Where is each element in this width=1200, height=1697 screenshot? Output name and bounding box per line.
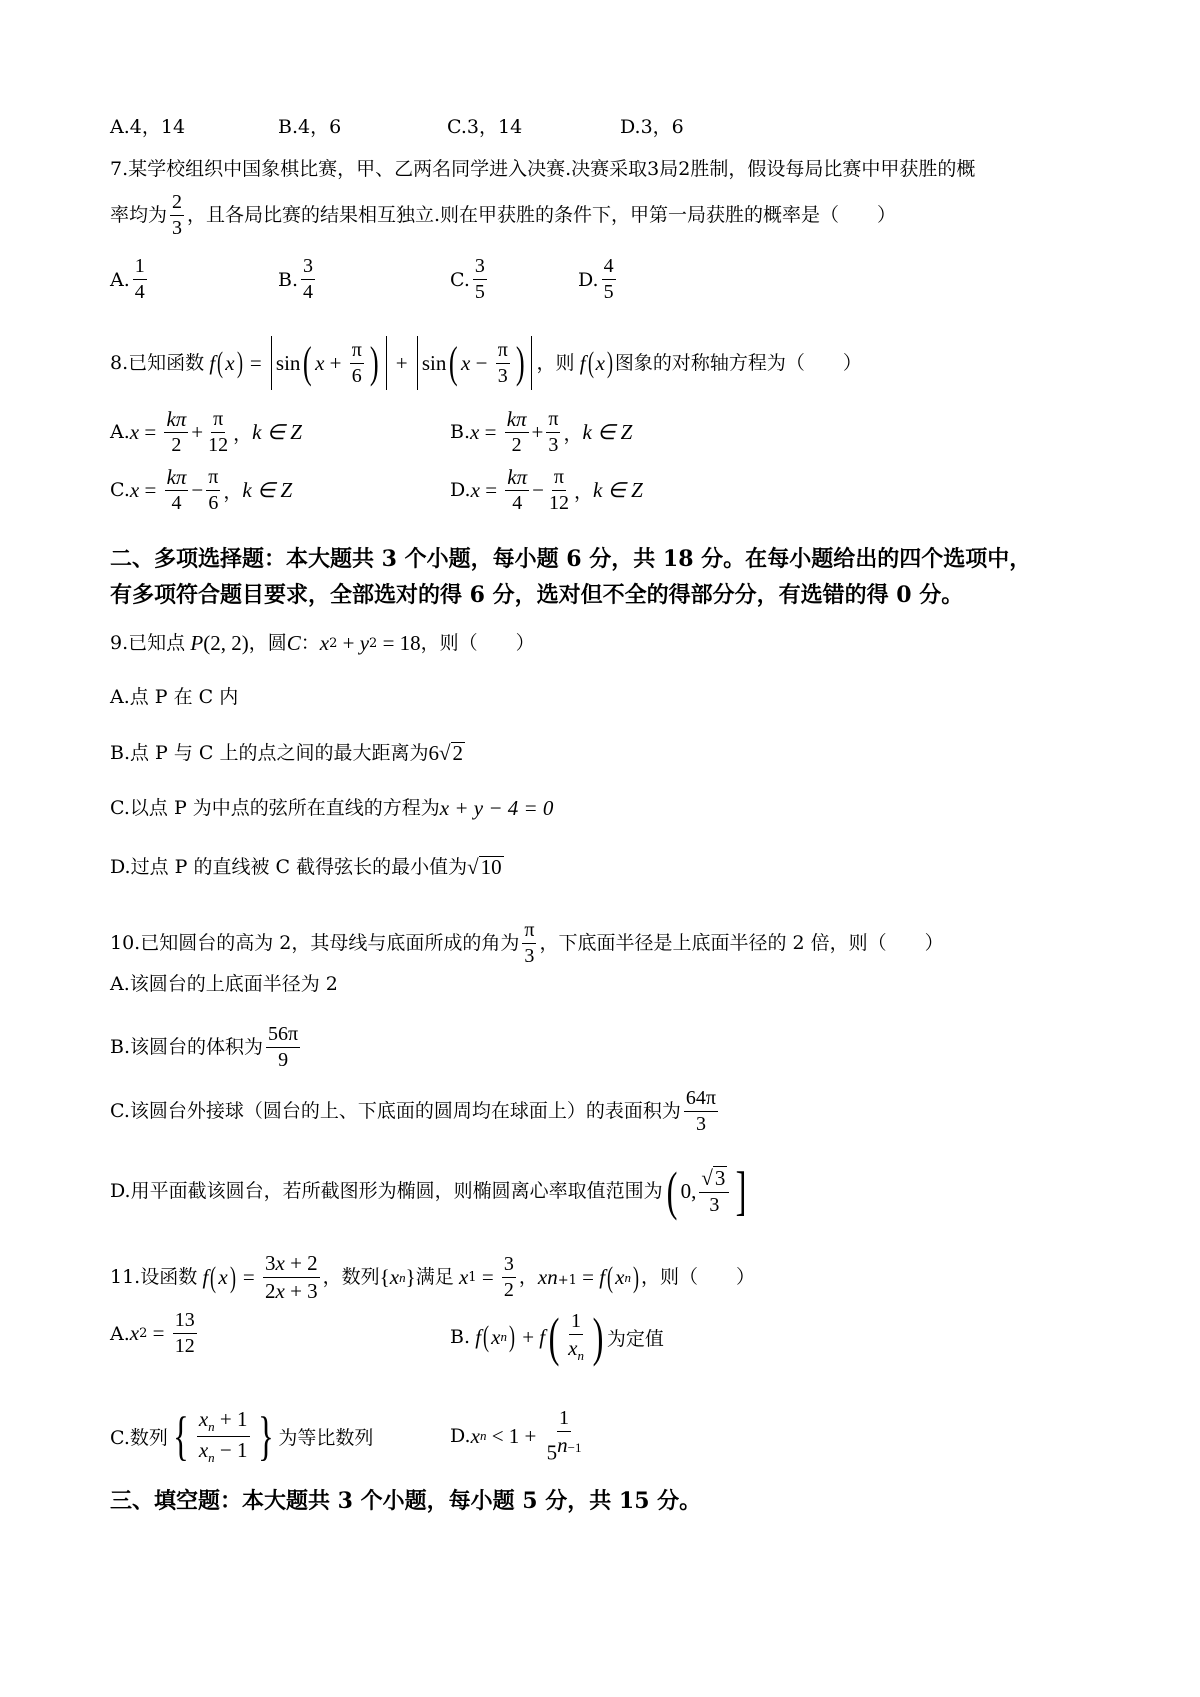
q7-option-a: A. $\frac{1}{4}$ — [110, 255, 145, 303]
q7-option-d: D. $\frac{4}{5}$ — [578, 255, 614, 303]
q8-option-a: A. x = $\frac{k\pi}{2}$ + $\frac{\pi}{12}$ ， k ∈ Z — [110, 407, 302, 457]
q8-function-expression: f ( x ) = sin ( x + $\frac{\pi}{6}$ ) + sin ( x − $\frac{\pi}{3}$ ) — [204, 336, 536, 390]
q9-option-d: D.过点 P 的直线被 C 截得弦长的最小值为 √ 10 — [110, 855, 502, 879]
q11-option-d: D. x n < 1 + $\frac{1}{5^{n-1}}$ — [450, 1407, 582, 1465]
q8-option-b: B. x = $\frac{k\pi}{2}$ + $\frac{\pi}{3}$ ， k ∈ Z — [450, 407, 633, 457]
q7-stem-line1: 7.某学校组织中国象棋比赛，甲、乙两名同学进入决赛.决赛采取3局2胜制，假设每局比赛中甲获胜的概 — [110, 158, 976, 180]
q10-option-b: B.该圆台的体积为 $\frac{56\pi}{9}$ — [110, 1023, 299, 1071]
q9-option-a: A.点 P 在 C 内 — [110, 686, 239, 708]
q9-stem: 9.已知点 P (2, 2) ，圆 C ： x 2 + y 2 = 18 ，则（ ） — [110, 631, 535, 655]
section3-heading: 三、填空题：本大题共 3 个小题，每小题 5 分，共 15 分。 — [110, 1488, 702, 1514]
section2-heading-line2: 有多项符合题目要求，全部选对的得 6 分，选对但不全的得部分分，有选错的得 0 分。 — [110, 582, 964, 608]
section2-heading-line1: 二、多项选择题：本大题共 3 个小题，每小题 6 分，共 18 分。在每小题给出的四个选项中， — [110, 546, 1032, 572]
q7-option-b: B. $\frac{3}{4}$ — [278, 255, 314, 303]
q9-option-c: C.以点 P 为中点的弦所在直线的方程为 x + y − 4 = 0 — [110, 796, 554, 820]
q9-option-b: B.点 P 与 C 上的点之间的最大距离为 6 √ 2 — [110, 740, 464, 765]
q7-stem-line2: 率均为 $\frac{2}{3}$ ，且各局比赛的结果相互独立.则在甲获胜的条件下，甲第一局获胜的概率是（ ） — [110, 191, 897, 239]
q11-option-a: A. x 2 = $\frac{13}{12}$ — [110, 1309, 195, 1357]
q6-option-b: B.4，6 — [278, 116, 342, 138]
q8-option-c: C. x = $\frac{k\pi}{4}$ − $\frac{\pi}{6}$ ， k ∈ Z — [110, 465, 293, 515]
q10-option-a: A.该圆台的上底面半径为 2 — [110, 973, 338, 995]
q11-stem: 11.设函数 f ( x ) = $\frac{3x + 2}{2x + 3}$ ，数列 { x n } 满足 x 1 = $\frac{3}{2}$ ， x n+1 = f ( x n ) ，则（ ） — [110, 1251, 755, 1303]
q10-option-d: D.用平面截该圆台，若所截图形为椭圆，则椭圆离心率取值范围为 ( 0, √ 3 3 ] — [110, 1161, 747, 1221]
q6-option-a: A.4，14 — [110, 116, 186, 138]
q11-option-b: B. f ( x n ) + f ( $\frac{1}{x_n}$ ) 为定值 — [450, 1307, 664, 1367]
q7-option-c: C. $\frac{3}{5}$ — [450, 255, 485, 303]
q8-stem: 8.已知函数 f ( x ) = sin ( x + $\frac{\pi}{6}$ ) + sin ( x − $\frac{\pi}{3}$ ) ，则 f ( x ) 图象的对称轴方程为（ ） — [110, 336, 862, 390]
q6-option-d: D.3，6 — [620, 116, 684, 138]
q10-option-c: C.该圆台外接球（圆台的上、下底面的圆周均在球面上）的表面积为 $\frac{64\pi}{3}$ — [110, 1087, 717, 1135]
q6-option-c: C.3，14 — [447, 116, 523, 138]
q8-option-d: D. x = $\frac{k\pi}{4}$ − $\frac{\pi}{12}$ ， k ∈ Z — [450, 465, 643, 515]
q11-option-c: C.数列 { $\frac{x_n + 1}{x_n - 1}$ } 为等比数列 — [110, 1406, 374, 1467]
q10-stem: 10.已知圆台的高为 2，其母线与底面所成的角为 $\frac{\pi}{3}$ ，下底面半径是上底面半径的 2 倍，则（ ） — [110, 919, 944, 967]
